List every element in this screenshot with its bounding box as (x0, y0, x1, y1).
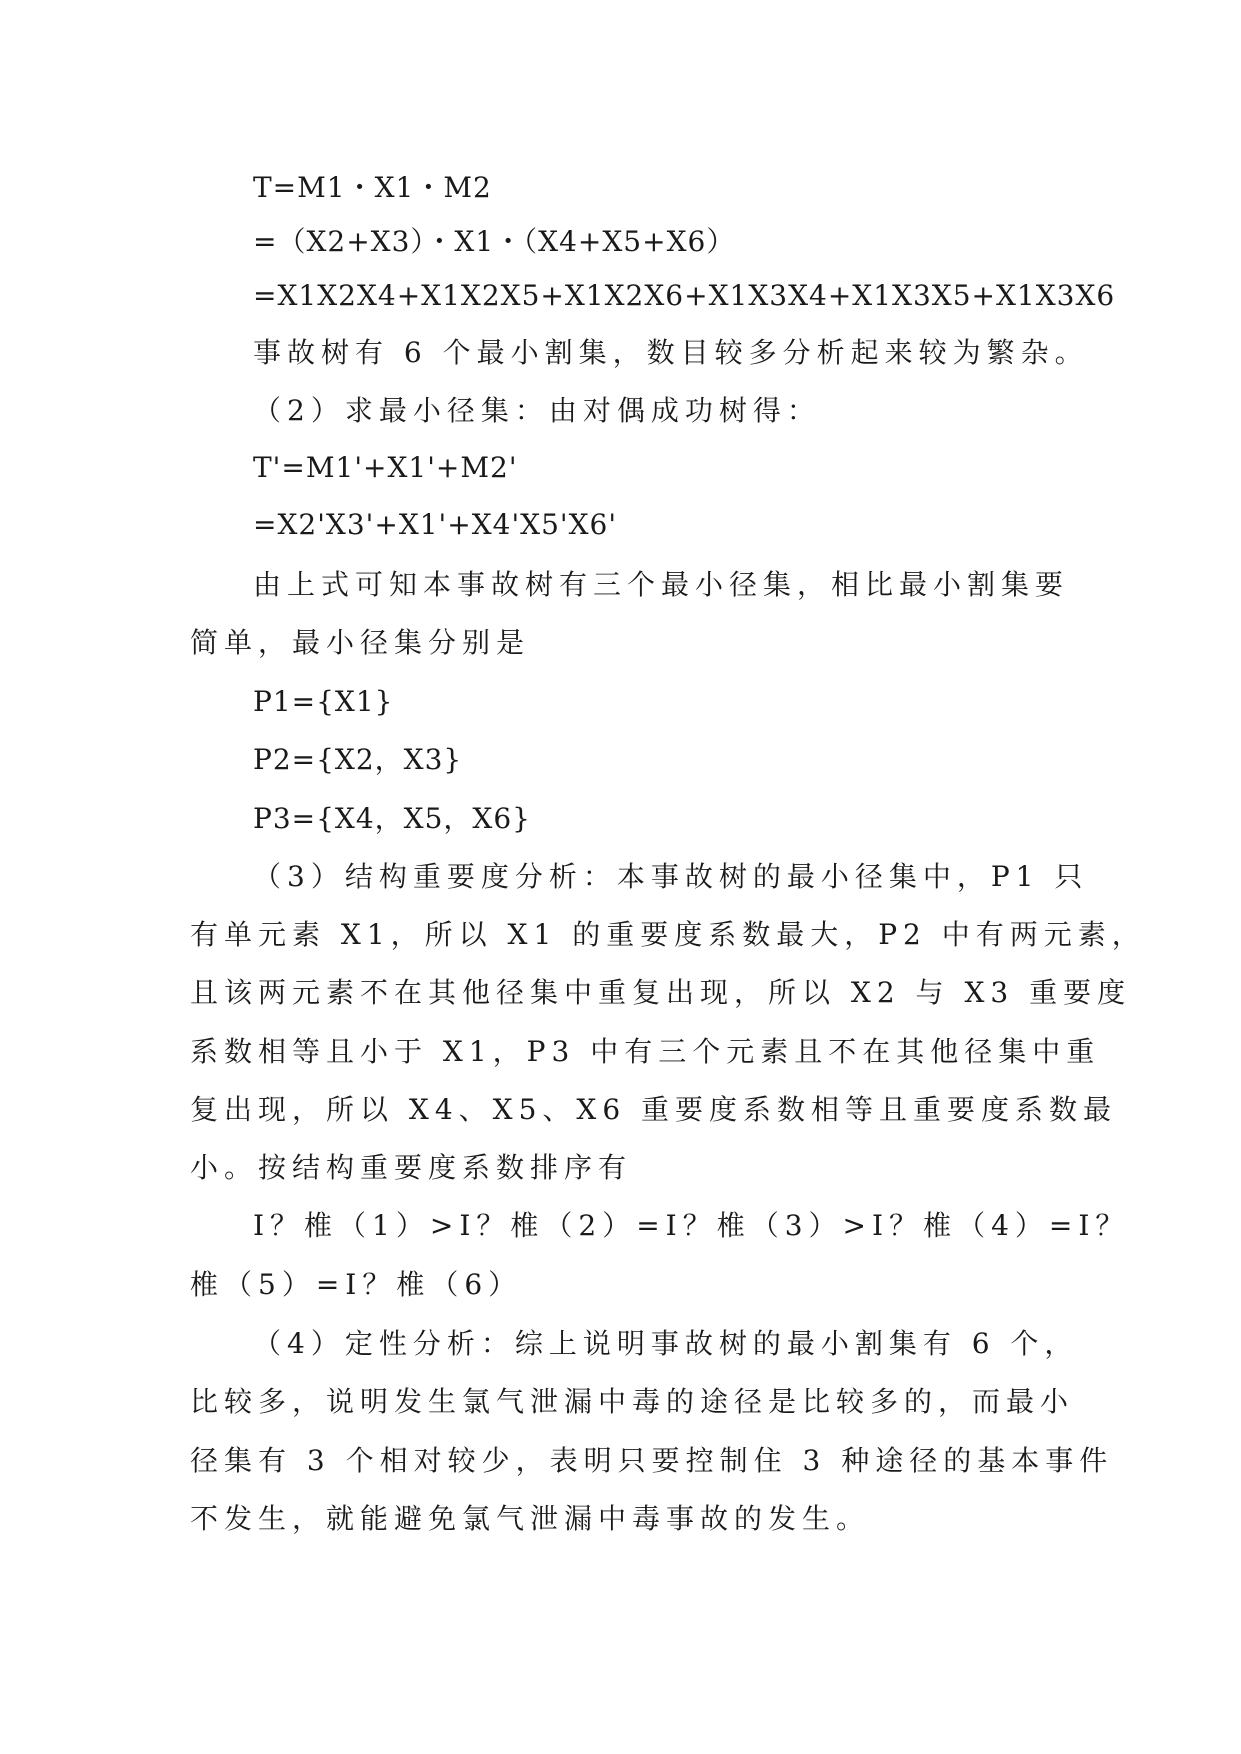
paragraph-line: 径集有 3 个相对较少，表明只要控制住 3 种途径的基本事件 (190, 1444, 1114, 1477)
formula-line: T'=M1'+X1'+M2' (253, 451, 518, 484)
paragraph-line: 比较多，说明发生氯气泄漏中毒的途径是比较多的，而最小 (190, 1385, 1075, 1418)
paragraph-line: 事故树有 6 个最小割集，数目较多分析起来较为繁杂。 (253, 336, 1089, 369)
formula-line: T=M1・X1・M2 (253, 171, 492, 204)
set-line: P1={X1} (253, 685, 394, 718)
paragraph-line: 有单元素 X1，所以 X1 的重要度系数最大，P2 中有两元素， (190, 918, 1146, 951)
paragraph-line: 小。按结构重要度系数排序有 (190, 1151, 633, 1184)
paragraph-line: 且该两元素不在其他径集中重复出现，所以 X2 与 X3 重要度 (190, 976, 1132, 1009)
set-line: P3={X4，X5，X6} (253, 802, 531, 835)
formula-line: =X1X2X4+X1X2X5+X1X2X6+X1X3X4+X1X3X5+X1X3X6 (253, 279, 1116, 312)
ranking-line: I？椎（1）>I？椎（2）=I？椎（3）>I？椎（4）=I？ (253, 1209, 1130, 1242)
section-heading: （2）求最小径集：由对偶成功树得： (253, 394, 821, 427)
paragraph-line: 系数相等且小于 X1，P3 中有三个元素且不在其他径集中重 (190, 1035, 1101, 1068)
paragraph-line: 不发生，就能避免氯气泄漏中毒事故的发生。 (190, 1502, 871, 1535)
paragraph-line: 由上式可知本事故树有三个最小径集，相比最小割集要 (253, 568, 1070, 601)
paragraph-line: 复出现，所以 X4、X5、X6 重要度系数相等且重要度系数最 (190, 1093, 1118, 1126)
set-line: P2={X2，X3} (253, 743, 463, 776)
ranking-line: 椎（5）=I？椎（6） (190, 1268, 523, 1301)
formula-line: =X2'X3'+X1'+X4'X5'X6' (253, 508, 618, 541)
paragraph-line: （3）结构重要度分析：本事故树的最小径集中，P1 只 (253, 860, 1089, 893)
paragraph-line: （4）定性分析：综上说明事故树的最小割集有 6 个， (253, 1327, 1079, 1360)
paragraph-line: 简单，最小径集分别是 (190, 626, 531, 659)
formula-line: =（X2+X3）・X1・（X4+X5+X6） (253, 225, 736, 258)
